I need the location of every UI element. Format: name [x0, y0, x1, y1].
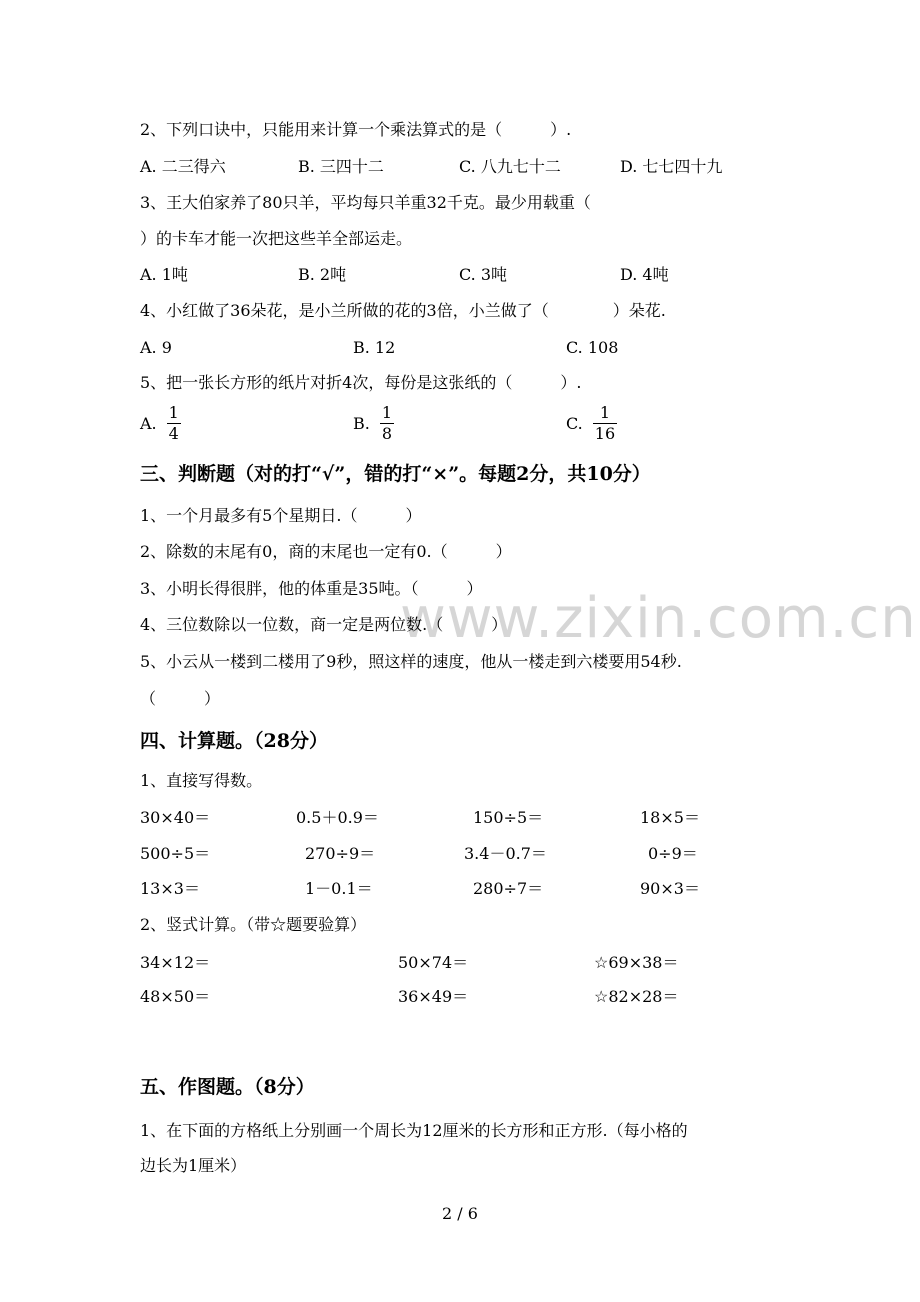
- calc-r3-c3: 280÷7＝: [473, 879, 544, 898]
- section3-item-4: 4、三位数除以一位数，商一定是两位数.（ ）: [140, 615, 508, 634]
- calc-r3-c1: 13×3＝: [140, 879, 200, 898]
- calc-r2-c2: 270÷9＝: [305, 844, 376, 863]
- q2-option-d: D. 七七四十九: [620, 157, 723, 176]
- fraction-numerator: 1: [381, 403, 393, 422]
- fraction-numerator: 1: [168, 403, 179, 422]
- q5-option-c: [566, 404, 617, 443]
- section5-title: 五、作图题。（8分）: [140, 1076, 315, 1098]
- q3-option-d: D. 4吨: [620, 265, 669, 284]
- q4-stem: 4、小红做了36朵花，是小兰所做的花的3倍，小兰做了（ ）朵花.: [140, 301, 666, 320]
- vcalc-r1-c1: 34×12＝: [140, 953, 211, 972]
- calc-r3-c2: 1－0.1＝: [305, 879, 373, 898]
- fraction: [593, 404, 617, 443]
- section5-q1-line2: 边长为1厘米）: [140, 1156, 247, 1175]
- q5-option-b-letter: B.: [353, 414, 370, 433]
- calc-r2-c1: 500÷5＝: [140, 844, 211, 863]
- section3-item-2: 2、除数的末尾有0，商的末尾也一定有0.（ ）: [140, 542, 512, 561]
- section5-q1-line1: 1、在下面的方格纸上分别画一个周长为12厘米的长方形和正方形.（每小格的: [140, 1121, 688, 1140]
- q5-option-a: [140, 404, 181, 443]
- section3-item-3: 3、小明长得很胖，他的体重是35吨。（ ）: [140, 579, 483, 598]
- q2-option-c: C. 八九七十二: [459, 157, 561, 176]
- q2-option-a: A. 二三得六: [140, 157, 226, 176]
- calc-r1-c1: 30×40＝: [140, 808, 211, 827]
- section3-item-5-blank: （ ）: [140, 689, 221, 708]
- q3-option-c: C. 3吨: [459, 265, 508, 284]
- vcalc-r1-c3: ☆69×38＝: [594, 953, 679, 972]
- q5-option-c-letter: C.: [566, 414, 583, 433]
- fraction-denominator: 4: [168, 424, 179, 443]
- fraction-denominator: 16: [594, 424, 616, 443]
- vcalc-r2-c2: 36×49＝: [398, 987, 469, 1006]
- watermark: www.zixin.com.cn: [400, 586, 917, 651]
- section4-sub2: 2、竖式计算。（带☆题要验算）: [140, 915, 367, 934]
- q5-option-b: [353, 404, 394, 443]
- q5-option-a-letter: A.: [140, 414, 157, 433]
- q4-option-c: C. 108: [566, 338, 619, 357]
- calc-r3-c4: 90×3＝: [640, 879, 700, 898]
- vcalc-r2-c1: 48×50＝: [140, 987, 211, 1006]
- section3-item-5: 5、小云从一楼到二楼用了9秒，照这样的速度，他从一楼走到六楼要用54秒.: [140, 652, 682, 671]
- q3-option-a: A. 1吨: [140, 265, 188, 284]
- q4-option-a: A. 9: [140, 338, 172, 357]
- calc-r1-c2: 0.5＋0.9＝: [296, 808, 379, 827]
- vcalc-r1-c2: 50×74＝: [398, 953, 469, 972]
- q3-stem-line2: ）的卡车才能一次把这些羊全部运走。: [140, 229, 413, 248]
- section3-title: 三、判断题（对的打“√”，错的打“×”。每题2分，共10分）: [140, 463, 651, 485]
- fraction: [167, 404, 181, 443]
- vcalc-r2-c3: ☆82×28＝: [594, 987, 679, 1006]
- calc-r1-c3: 150÷5＝: [473, 808, 544, 827]
- fraction: [380, 404, 394, 443]
- fraction-denominator: 8: [381, 424, 393, 443]
- q2-option-b: B. 三四十二: [298, 157, 384, 176]
- fraction-numerator: 1: [599, 403, 611, 422]
- q5-stem: 5、把一张长方形的纸片对折4次，每份是这张纸的（ ）.: [140, 373, 582, 392]
- q3-option-b: B. 2吨: [298, 265, 347, 284]
- section4-title: 四、计算题。（28分）: [140, 730, 328, 752]
- calc-r1-c4: 18×5＝: [640, 808, 700, 827]
- page-number: 2 / 6: [442, 1204, 478, 1223]
- q3-stem-line1: 3、王大伯家养了80只羊，平均每只羊重32千克。最少用载重（: [140, 193, 591, 212]
- calc-r2-c4: 0÷9＝: [648, 844, 698, 863]
- q2-stem: 2、下列口诀中，只能用来计算一个乘法算式的是（ ）.: [140, 120, 572, 139]
- section4-sub1: 1、直接写得数。: [140, 771, 263, 790]
- section3-item-1: 1、一个月最多有5个星期日.（ ）: [140, 506, 422, 525]
- calc-r2-c3: 3.4－0.7＝: [464, 844, 547, 863]
- q4-option-b: B. 12: [353, 338, 396, 357]
